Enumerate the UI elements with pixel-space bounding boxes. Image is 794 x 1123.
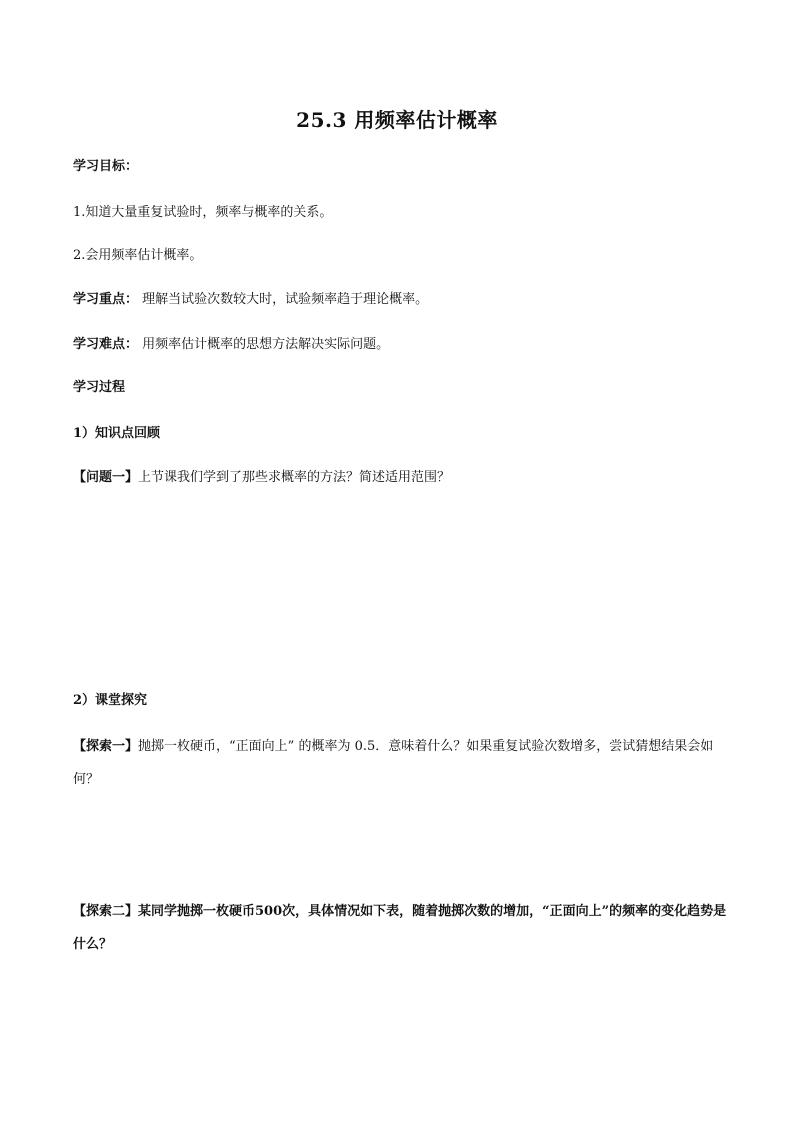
difficulty-text: 用频率估计概率的思想方法解决实际问题。: [138, 337, 390, 352]
section2-heading: 2）课堂探究: [73, 693, 148, 708]
page-title: 25.3 用频率估计概率: [296, 108, 498, 132]
difficulty-label: 学习难点：: [73, 337, 139, 352]
explore-one-text: 抛掷一枚硬币，“正面向上” 的概率为 0.5．意味着什么？如果重复试验次数增多，尝试猜想结果会如何？: [73, 739, 714, 787]
question-one-label: 【问题一】: [73, 470, 139, 485]
explore-one-label: 【探索一】: [73, 739, 139, 754]
objectives-heading: 学习目标：: [73, 159, 139, 174]
question-one: [73, 469, 733, 487]
explore-one: [73, 730, 733, 796]
section1-heading: 1）知识点回顾: [73, 426, 161, 441]
explore-two: [73, 895, 733, 961]
objective-item-2: 2.会用频率估计概率。: [73, 248, 203, 263]
key-point-label: 学习重点：: [73, 292, 139, 307]
question-one-text: 上节课我们学到了那些求概率的方法？简述适用范围？: [138, 470, 451, 485]
key-point: [73, 291, 733, 309]
explore-two-label: 【探索二】: [73, 904, 139, 919]
key-point-text: 理解当试验次数较大时，试验频率趋于理论概率。: [138, 292, 429, 307]
process-heading: 学习过程: [73, 380, 126, 395]
difficulty: [73, 336, 733, 354]
explore-two-text: 某同学抛掷一枚硬币500次，具体情况如下表，随着抛掷次数的增加，“正面向上”的频率的变化趋势是什么？: [73, 904, 727, 952]
objective-item-1: 1.知道大量重复试验时，频率与概率的关系。: [73, 205, 333, 220]
